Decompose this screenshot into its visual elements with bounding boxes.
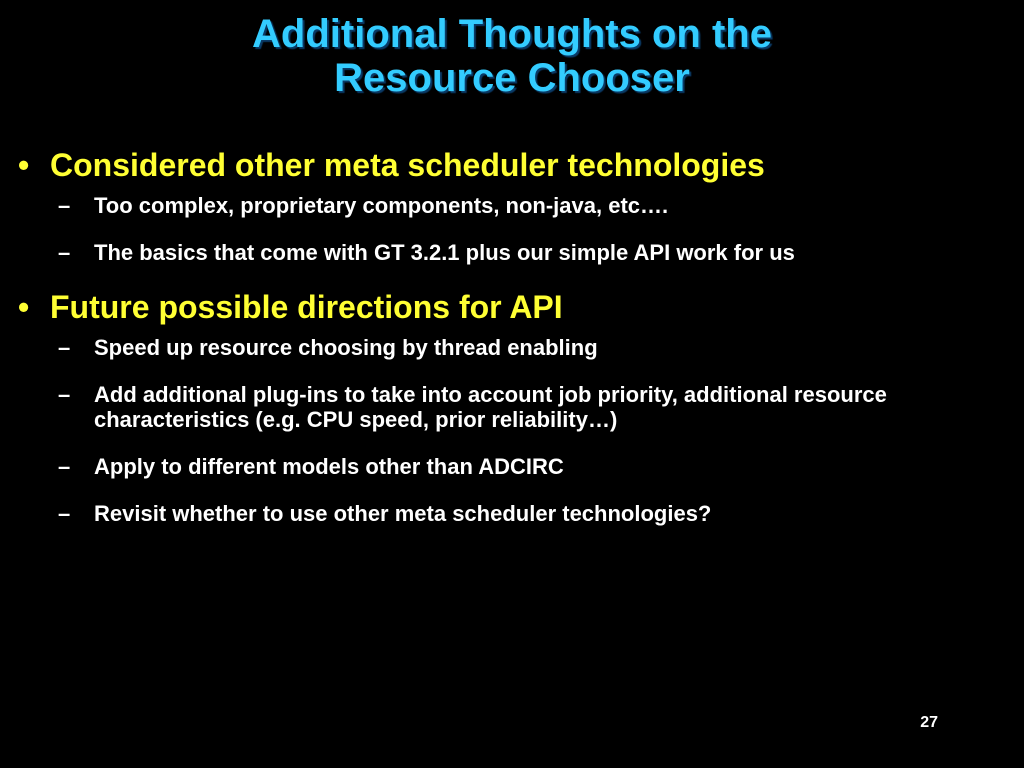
sub-item-text: Speed up resource choosing by thread enabling [94,335,598,360]
slide-title-line-1: Additional Thoughts on the [252,12,772,56]
sub-item-text: Too complex, proprietary components, non-java, etc…. [94,193,669,218]
dash-mark: – [58,335,71,360]
sub-item [18,240,1013,265]
sub-item [18,454,1013,479]
sub-item [18,382,1013,432]
bullet-mark: • [18,289,30,325]
slide-content [18,145,1013,548]
sub-list [18,335,1013,526]
bullet-text: Considered other meta scheduler technologies [50,147,765,183]
sub-item [18,501,1013,526]
sub-item [18,193,1013,218]
sub-item [18,335,1013,360]
bullet-text: Future possible directions for API [50,289,563,325]
dash-mark: – [58,193,71,218]
page-number: 27 [920,714,938,731]
dash-mark: – [58,454,71,479]
dash-mark: – [58,240,71,265]
slide-title [0,12,1024,100]
dash-mark: – [58,382,71,407]
sub-item-text: Apply to different models other than ADCIRC [94,454,564,479]
sub-list [18,193,1013,265]
dash-mark: – [58,501,71,526]
sub-item-text: The basics that come with GT 3.2.1 plus our simple API work for us [94,240,795,265]
sub-item-text: Revisit whether to use other meta scheduler technologies? [94,501,712,526]
bullet-item [18,145,1013,185]
slide-title-line-2: Resource Chooser [334,56,690,100]
sub-item-text: Add additional plug-ins to take into account job priority, additional resource characteristics (e.g. CPU speed, prior reliability…) [94,382,887,432]
bullet-item [18,287,1013,327]
bullet-mark: • [18,147,30,183]
